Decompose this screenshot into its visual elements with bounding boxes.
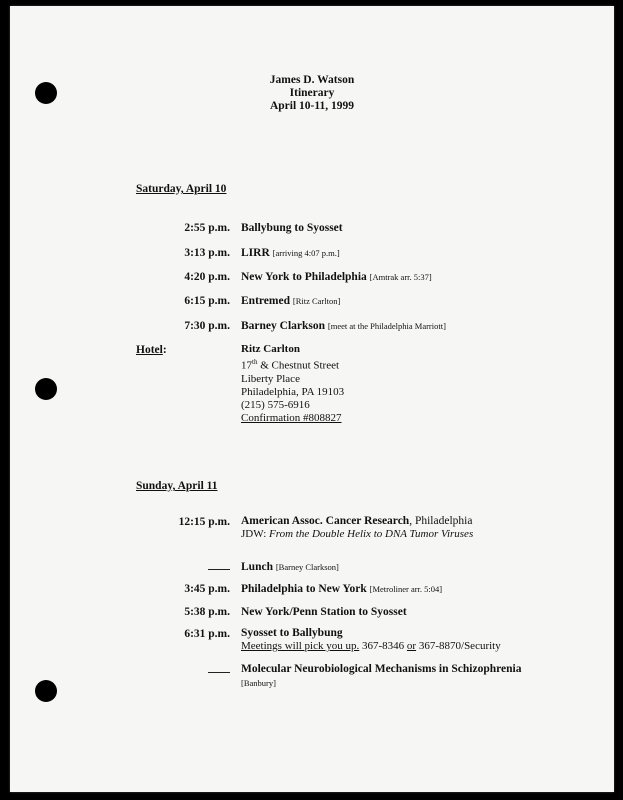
event-note: [Ritz Carlton] bbox=[292, 296, 341, 306]
talk-prefix: JDW: bbox=[241, 528, 270, 540]
event-line bbox=[241, 515, 601, 528]
time-blank bbox=[136, 560, 230, 574]
time: 3:45 p.m. bbox=[184, 583, 230, 595]
event-title: Entremed bbox=[241, 295, 290, 307]
event-note: [Metroliner arr. 5:04] bbox=[369, 584, 443, 594]
event-note: [meet at the Philadelphia Marriott] bbox=[327, 321, 446, 331]
event-title: New York to Philadelphia bbox=[241, 271, 367, 283]
event-title: Lunch bbox=[241, 561, 273, 573]
document-title bbox=[10, 74, 614, 113]
time: 5:38 p.m. bbox=[184, 606, 230, 618]
person-name: James D. Watson bbox=[269, 74, 355, 86]
street-number: 17 bbox=[241, 359, 252, 372]
phone-1: 367-8346 bbox=[359, 640, 407, 652]
hotel-name: Ritz Carlton bbox=[241, 343, 300, 355]
document-page bbox=[10, 6, 614, 792]
description bbox=[241, 663, 601, 690]
time: 3:13 p.m. bbox=[184, 247, 230, 259]
description bbox=[241, 270, 601, 284]
time: 4:20 p.m. bbox=[184, 271, 230, 283]
saturday-heading: Saturday, April 10 bbox=[136, 183, 227, 195]
hotel-address bbox=[241, 343, 601, 425]
event-note: [Amtrak arr. 5:37] bbox=[369, 272, 432, 282]
or-word: or bbox=[406, 640, 417, 652]
event-title: Philadelphia to New York bbox=[241, 583, 367, 595]
event-note: [Banbury] bbox=[241, 678, 276, 688]
event-title: Barney Clarkson bbox=[241, 320, 326, 332]
meetings-note: Meetings will pick you up. bbox=[241, 640, 360, 652]
time: 2:55 p.m. bbox=[184, 222, 230, 234]
description bbox=[241, 319, 601, 333]
contact-line bbox=[241, 640, 601, 653]
hotel-label: Hotel bbox=[136, 344, 163, 356]
hotel-street bbox=[241, 356, 601, 373]
hotel-city: Philadelphia, PA 19103 bbox=[241, 385, 345, 398]
description bbox=[241, 221, 601, 235]
time: 6:15 p.m. bbox=[184, 295, 230, 307]
punch-hole-bottom bbox=[35, 680, 57, 702]
event-note: [arriving 4:07 p.m.] bbox=[272, 248, 340, 258]
event-title: American Assoc. Cancer Research bbox=[241, 515, 410, 527]
description bbox=[241, 294, 601, 308]
event-title: LIRR bbox=[241, 247, 270, 259]
date-range: April 10-11, 1999 bbox=[269, 100, 354, 112]
blank-line bbox=[208, 561, 230, 570]
hotel-block bbox=[136, 343, 596, 423]
phone-2: 367-8870/Security bbox=[416, 640, 501, 652]
hotel-phone: (215) 575-6916 bbox=[241, 398, 310, 411]
event-title: Molecular Neurobiological Mechanisms in Schizophrenia bbox=[241, 663, 522, 675]
description bbox=[241, 627, 601, 653]
hotel-colon: : bbox=[162, 344, 167, 356]
description bbox=[241, 582, 601, 596]
doc-type: Itinerary bbox=[289, 87, 335, 99]
punch-hole-middle bbox=[35, 378, 57, 400]
time-blank bbox=[136, 663, 230, 677]
blank-line bbox=[208, 664, 230, 673]
description bbox=[241, 515, 601, 541]
talk-title: From the Double Helix to DNA Tumor Viruses bbox=[269, 528, 474, 540]
event-title: Ballybung to Syosset bbox=[241, 222, 343, 234]
event-title: Syosset to Ballybung bbox=[241, 627, 343, 639]
event-title: New York/Penn Station to Syosset bbox=[241, 606, 407, 618]
description bbox=[241, 605, 601, 619]
time: 12:15 p.m. bbox=[178, 516, 230, 528]
time: 6:31 p.m. bbox=[184, 628, 230, 640]
event-note: [Barney Clarkson] bbox=[275, 562, 339, 572]
street-suffix: th bbox=[252, 358, 258, 366]
description bbox=[241, 246, 601, 260]
event-place: , Philadelphia bbox=[409, 515, 473, 527]
hotel-label-wrap bbox=[136, 343, 167, 357]
hotel-confirmation: Confirmation #808827 bbox=[241, 411, 342, 424]
street-name: & Chestnut Street bbox=[257, 359, 340, 372]
time: 7:30 p.m. bbox=[184, 320, 230, 332]
description bbox=[241, 560, 601, 574]
sunday-heading: Sunday, April 11 bbox=[136, 480, 218, 492]
hotel-place: Liberty Place bbox=[241, 372, 300, 385]
talk-line bbox=[241, 528, 601, 541]
